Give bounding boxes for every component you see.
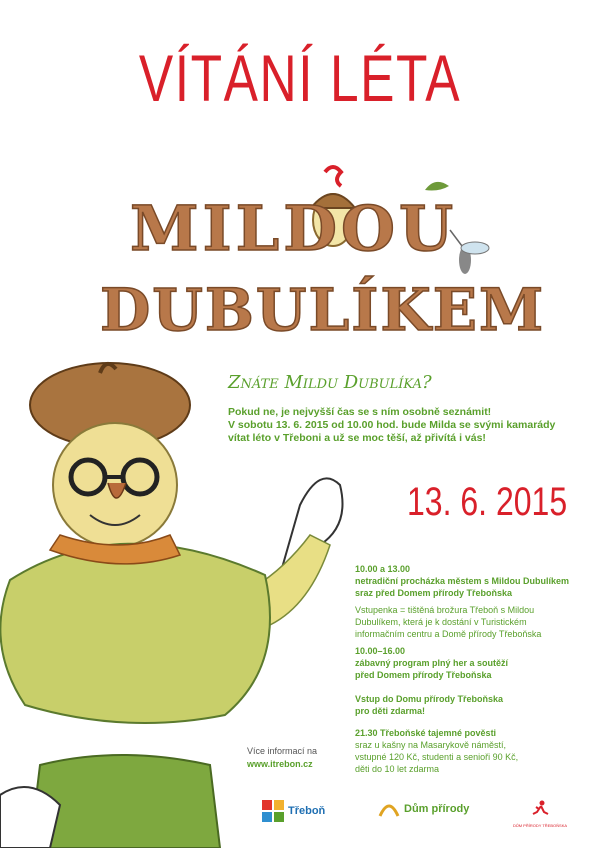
leaf-body-icon — [0, 544, 270, 723]
program-line: děti do 10 let zdarma — [355, 764, 440, 774]
program-item-3 — [355, 693, 503, 717]
info-label: Více informací na — [247, 746, 318, 756]
program-item-1 — [355, 563, 569, 599]
trebon-logo-icon — [262, 800, 284, 822]
hacek-icon — [325, 167, 341, 186]
program-time: 10.00 a 13.00 — [355, 564, 411, 574]
info-link[interactable]: www.itrebon.cz — [247, 759, 313, 769]
program-line: pro děti zdarma! — [355, 706, 426, 716]
third-logo-text: DŮM PŘÍRODY TŘEBOŇSKA — [512, 823, 568, 828]
third-logo — [510, 800, 570, 828]
program-line: zábavný program plný her a soutěží — [355, 658, 509, 668]
program-line: sraz u kašny na Masarykově náměstí, — [355, 740, 507, 750]
program-line: informačním centru a Domě přírody Třeboňska — [355, 629, 542, 639]
program-time: 10.00–16.00 — [355, 646, 406, 656]
dum-prirody-logo — [378, 800, 469, 818]
trebon-logo-text: Třeboň — [288, 805, 326, 817]
poster-title: VÍTÁNÍ LÉTA — [138, 41, 462, 115]
program-line: Dubulíkem, která je k dostání v Turistickém — [355, 617, 527, 627]
intro-line: Pokud ne, je nejvyšší čas se s ním osobně seznámit! — [228, 406, 492, 418]
program-line: netradiční procházka městem s Mildou Dubulíkem — [355, 576, 570, 586]
program-note — [355, 604, 541, 640]
program-item-2 — [355, 645, 508, 681]
program-line: Vstupenka = tištěná brožura Třeboň s Mildou — [355, 605, 535, 615]
intro-line: vítat léto v Třeboni a už se moc těší, až přivítá i vás! — [228, 432, 486, 444]
program-item-4 — [355, 727, 518, 775]
program-line: před Domem přírody Třeboňska — [355, 670, 492, 680]
dum-prirody-text: Dům přírody — [404, 803, 470, 815]
trebon-logo — [262, 800, 325, 822]
wordmark-line1: MILDOU — [130, 192, 458, 265]
intro-line: V sobotu 13. 6. 2015 od 10.00 hod. bude Milda se svými kamarády — [228, 419, 556, 431]
program-time: 21.30 Třeboňské tajemné pověsti — [355, 728, 497, 738]
leaf-icon — [425, 182, 449, 191]
running-figure-icon — [530, 800, 550, 818]
program-line: vstupné 120 Kč, studenti a senioři 90 Kč, — [355, 752, 519, 762]
dum-prirody-icon — [378, 800, 400, 818]
program-line: sraz před Domem přírody Třeboňska — [355, 588, 513, 598]
more-info — [247, 745, 317, 771]
wordmark-logo — [100, 160, 546, 350]
intro-heading: Znáte Mildu Dubulíka? — [228, 372, 432, 393]
intro-text — [228, 406, 556, 445]
program-line: Vstup do Domu přírody Třeboňska — [355, 694, 504, 704]
event-date: 13. 6. 2015 — [407, 480, 568, 524]
wordmark-line2: DUBULÍKEM — [100, 276, 546, 344]
